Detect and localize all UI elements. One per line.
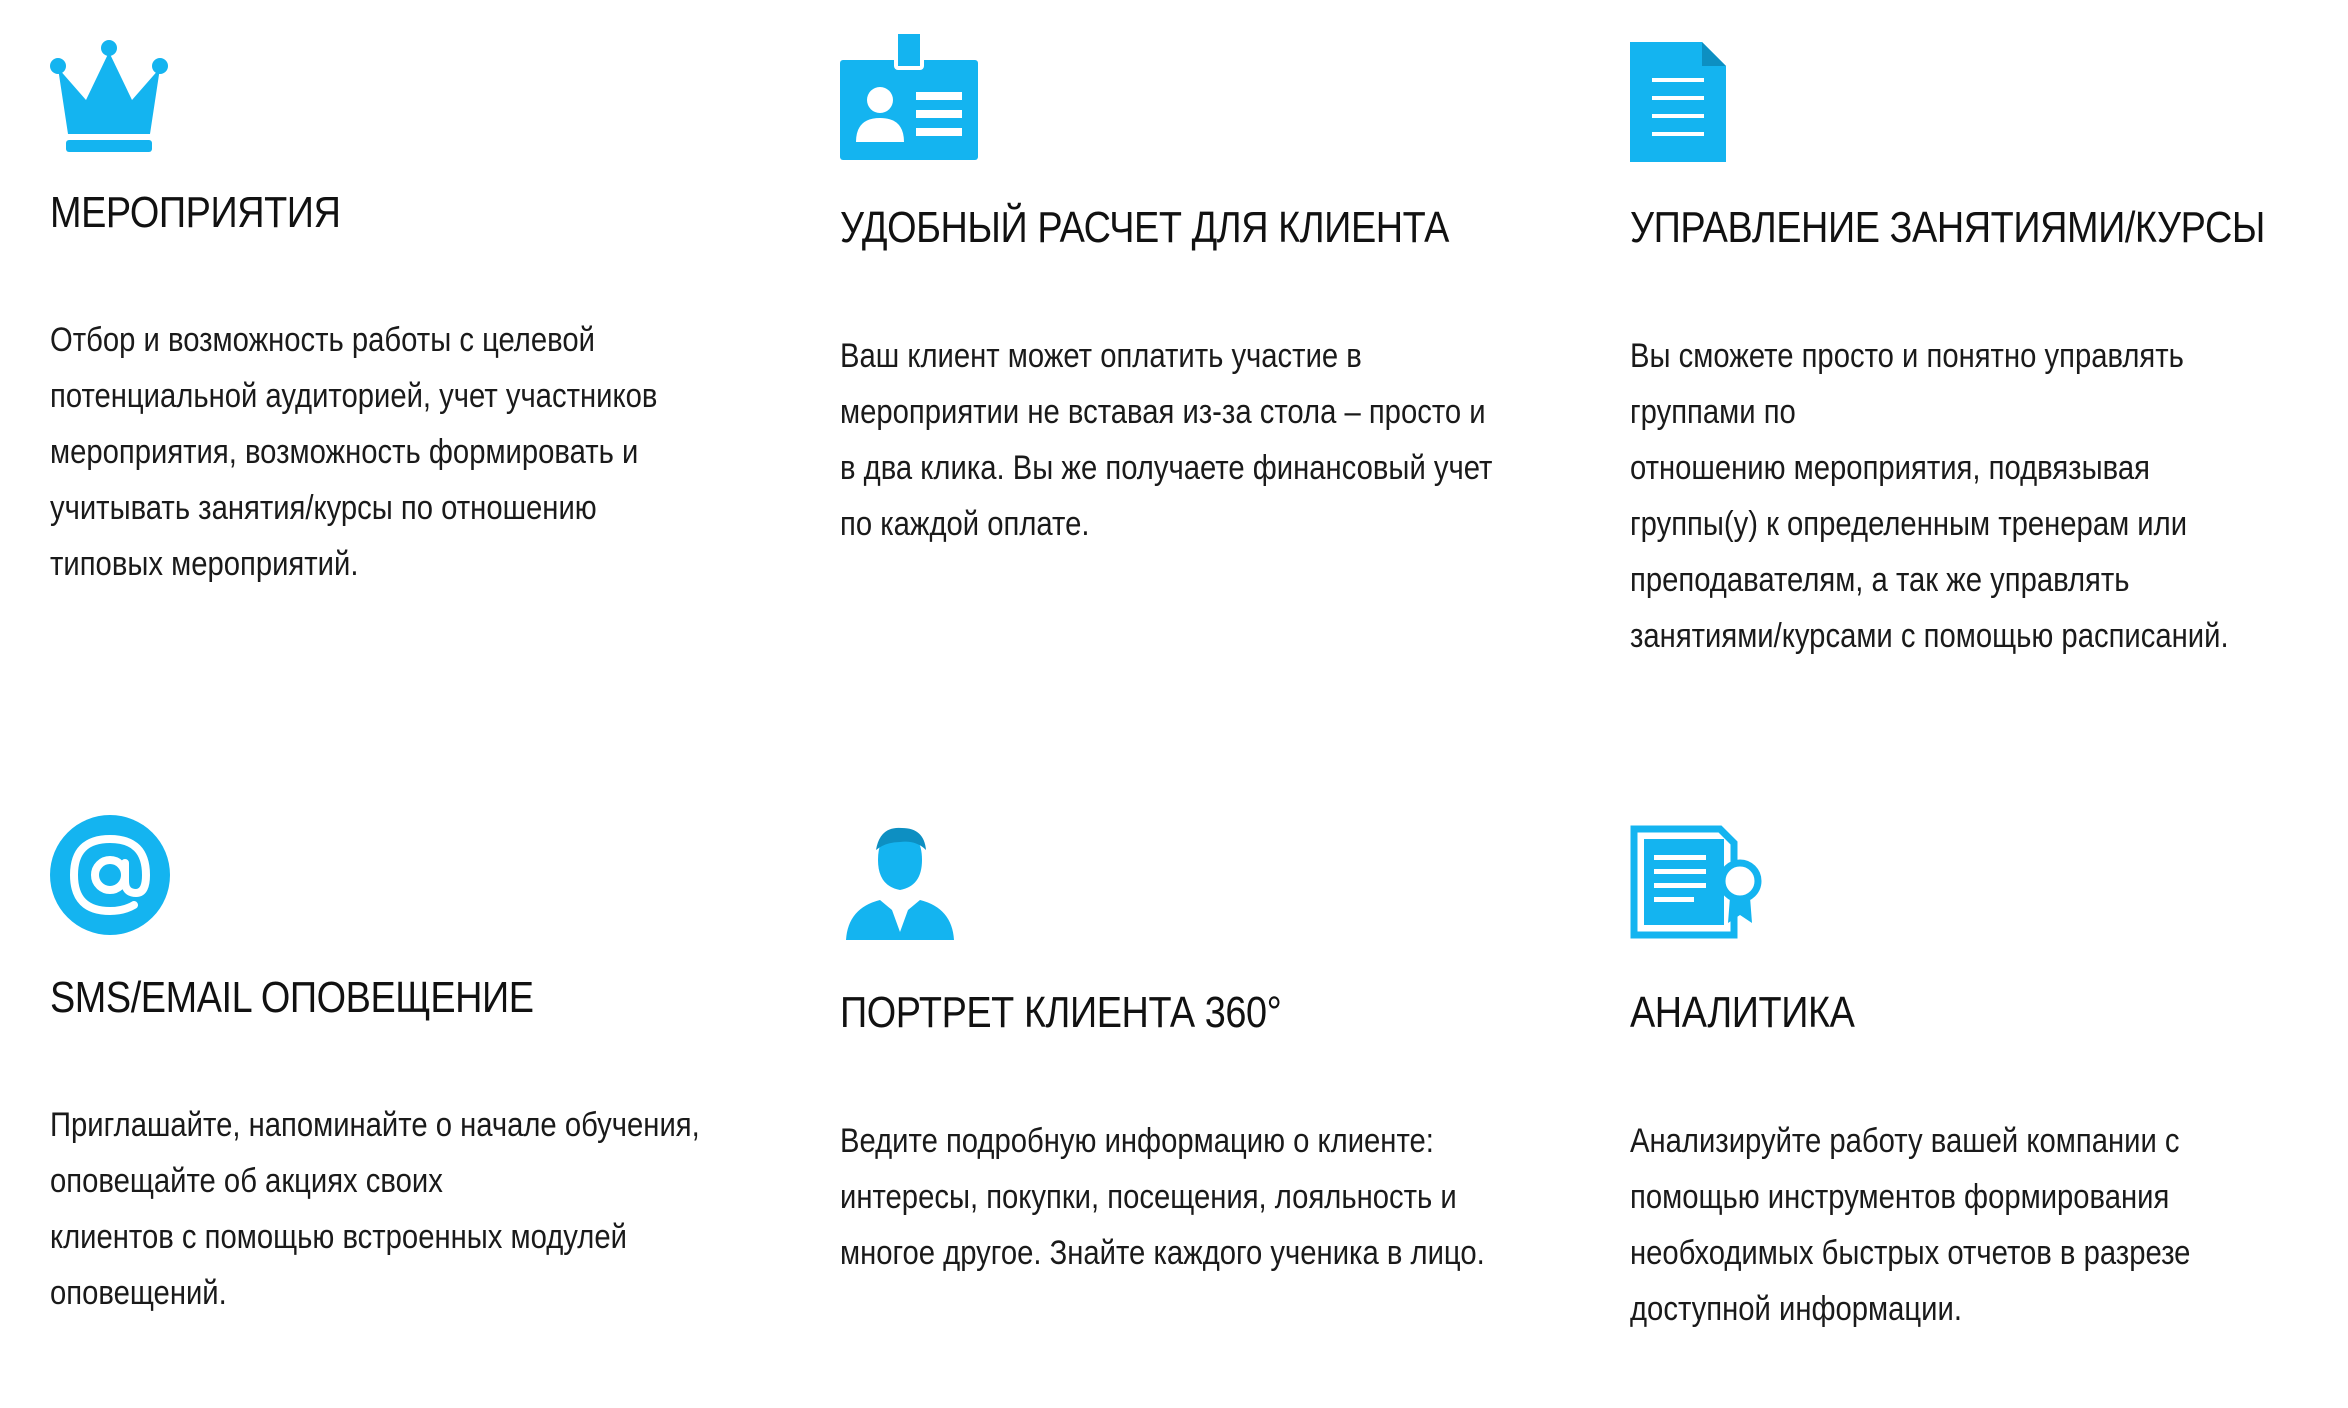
feature-title: АНАЛИТИКА xyxy=(1630,988,1855,1037)
feature-description: Вы сможете просто и понятно управлять группами по отношению мероприятия, подвязывая группы(у) к определенным тренерам или преподавателям, а так же управлять занятиями/курсами с помощью расписаний. xyxy=(1630,337,2229,655)
user-icon xyxy=(840,820,960,940)
id-badge-icon xyxy=(840,30,978,160)
certificate-icon xyxy=(1630,819,1764,941)
at-sign-icon xyxy=(50,815,170,935)
feature-title: УПРАВЛЕНИЕ ЗАНЯТИЯМИ/КУРСЫ xyxy=(1630,203,2265,252)
feature-description: Приглашайте, напоминайте о начале обучения, оповещайте об акциях своих клиентов с помощью встроенных модулей оповещений. xyxy=(50,1106,700,1312)
feature-title: УДОБНЫЙ РАСЧЕТ ДЛЯ КЛИЕНТА xyxy=(840,203,1449,252)
document-icon xyxy=(1630,42,1726,162)
feature-description: Отбор и возможность работы с целевой потенциальной аудиторией, учет участников мероприятия, возможность формировать и учитывать занятия/курсы по отношению типовых мероприятий. xyxy=(50,321,658,583)
feature-title: ПОРТРЕТ КЛИЕНТА 360° xyxy=(840,988,1282,1037)
feature-description: Ваш клиент может оплатить участие в мероприятии не вставая из-за стола – просто и в два клика. Вы же получаете финансовый учет по каждой оплате. xyxy=(840,337,1493,543)
feature-description: Ведите подробную информацию о клиенте: интересы, покупки, посещения, лояльность и многое другое. Знайте каждого ученика в лицо. xyxy=(840,1122,1485,1272)
feature-title: МЕРОПРИЯТИЯ xyxy=(50,188,341,237)
feature-description: Анализируйте работу вашей компании с помощью инструментов формирования необходимых быстрых отчетов в разрезе доступной информации. xyxy=(1630,1122,2191,1328)
crown-icon xyxy=(50,38,168,154)
feature-title: SMS/EMAIL ОПОВЕЩЕНИЕ xyxy=(50,973,534,1022)
